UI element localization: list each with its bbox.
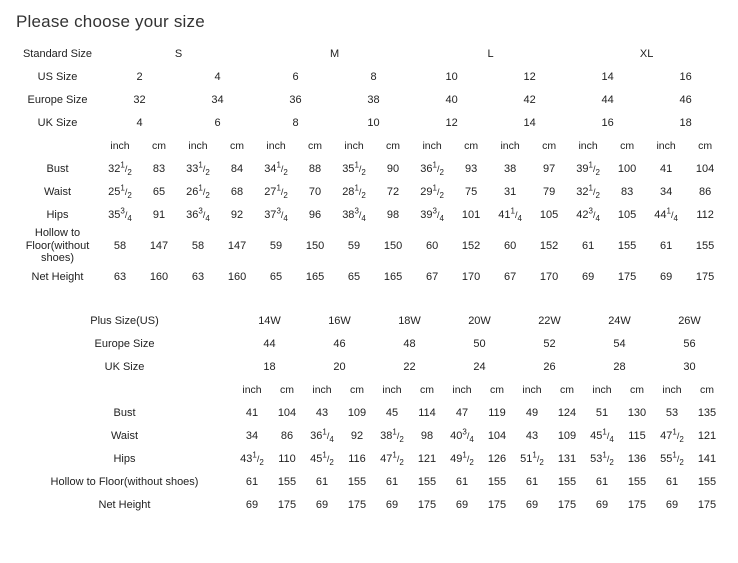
row-label-net-height: Net Height [15, 493, 235, 516]
hips-cell: 126 [480, 447, 515, 470]
hollow-cell: 152 [530, 227, 569, 266]
net-height-cell: 170 [530, 265, 569, 288]
waist-cell: $27^1/_2$ [257, 181, 296, 204]
waist-cell: $25^1/_2$ [101, 181, 140, 204]
unit-cell: inch [305, 378, 340, 401]
unit-cell: cm [374, 135, 413, 158]
hips-cell: $35^3/_4$ [101, 204, 140, 227]
unit-cell: cm [530, 135, 569, 158]
hollow-cell: 61 [515, 470, 550, 493]
net-height-cell: 175 [480, 493, 515, 516]
bust-cell: 53 [655, 401, 690, 424]
plus-size-cell: 24W [585, 309, 655, 332]
plus-size-cell: 20W [445, 309, 515, 332]
hollow-cell: 155 [608, 227, 647, 266]
europe-size-cell: 44 [235, 332, 305, 355]
bust-cell: 97 [530, 158, 569, 181]
waist-cell: 104 [480, 424, 515, 447]
europe-size-cell: 48 [375, 332, 445, 355]
hollow-cell: 150 [374, 227, 413, 266]
bust-cell: 124 [550, 401, 585, 424]
waist-cell: $28^1/_2$ [335, 181, 374, 204]
hips-cell: 105 [608, 204, 647, 227]
hollow-cell: 58 [179, 227, 218, 266]
bust-cell: 135 [690, 401, 725, 424]
hollow-cell: 61 [235, 470, 270, 493]
row-label-europe-size: Europe Size [15, 89, 101, 112]
hips-cell: 91 [140, 204, 179, 227]
unit-cell: inch [257, 135, 296, 158]
group-l: L [413, 43, 569, 66]
unit-cell: cm [550, 378, 585, 401]
bust-cell: 114 [410, 401, 445, 424]
europe-size-cell: 40 [413, 89, 491, 112]
hips-cell: 101 [452, 204, 491, 227]
hollow-cell: 61 [569, 227, 608, 266]
hips-cell: 105 [530, 204, 569, 227]
row-label-hips: Hips [15, 204, 101, 227]
us-size-cell: 10 [413, 66, 491, 89]
uk-size-cell: 14 [491, 112, 569, 135]
row-label-units [15, 135, 101, 158]
europe-size-cell: 34 [179, 89, 257, 112]
bust-cell: 47 [445, 401, 480, 424]
unit-cell: cm [608, 135, 647, 158]
unit-cell: cm [452, 135, 491, 158]
net-height-cell: 65 [257, 265, 296, 288]
uk-size-cell: 28 [585, 355, 655, 378]
waist-cell: 31 [491, 181, 530, 204]
waist-cell: $47^1/_2$ [655, 424, 690, 447]
table-row-waist [15, 424, 725, 447]
waist-cell: 83 [608, 181, 647, 204]
hollow-cell: 152 [452, 227, 491, 266]
waist-cell: $45^1/_4$ [585, 424, 620, 447]
uk-size-cell: 26 [515, 355, 585, 378]
net-height-cell: 69 [235, 493, 270, 516]
waist-cell: 109 [550, 424, 585, 447]
net-height-cell: 175 [620, 493, 655, 516]
hollow-cell: 155 [550, 470, 585, 493]
uk-size-cell: 22 [375, 355, 445, 378]
europe-size-cell: 52 [515, 332, 585, 355]
plus-size-cell: 14W [235, 309, 305, 332]
hips-cell: 96 [296, 204, 335, 227]
hips-cell: 98 [374, 204, 413, 227]
table-row-waist [15, 181, 725, 204]
hollow-cell: 155 [340, 470, 375, 493]
row-label-net-height: Net Height [15, 265, 101, 288]
row-label-plus-size: Plus Size(US) [15, 309, 235, 332]
net-height-cell: 69 [445, 493, 480, 516]
table-row-hips [15, 447, 725, 470]
table-spacer [14, 289, 724, 309]
row-label-waist: Waist [15, 424, 235, 447]
row-label-standard-size: Standard Size [15, 43, 101, 66]
hips-cell: $45^1/_2$ [305, 447, 340, 470]
hips-cell: $44^1/_4$ [647, 204, 686, 227]
net-height-cell: 69 [569, 265, 608, 288]
plus-size-table [14, 309, 725, 517]
row-label-europe-size: Europe Size [15, 332, 235, 355]
bust-cell: 109 [340, 401, 375, 424]
bust-cell: 45 [375, 401, 410, 424]
hollow-cell: 155 [620, 470, 655, 493]
hips-cell: $51^1/_2$ [515, 447, 550, 470]
hips-cell: $49^1/_2$ [445, 447, 480, 470]
group-s: S [101, 43, 257, 66]
waist-cell: $29^1/_2$ [413, 181, 452, 204]
row-label-uk-size: UK Size [15, 112, 101, 135]
net-height-cell: 165 [296, 265, 335, 288]
net-height-cell: 170 [452, 265, 491, 288]
hips-cell: $55^1/_2$ [655, 447, 690, 470]
table-row-plus-size [15, 309, 725, 332]
europe-size-cell: 46 [647, 89, 725, 112]
table-row-europe-size [15, 332, 725, 355]
net-height-cell: 69 [515, 493, 550, 516]
unit-cell: inch [179, 135, 218, 158]
unit-cell: inch [515, 378, 550, 401]
hips-cell: $42^3/_4$ [569, 204, 608, 227]
net-height-cell: 63 [179, 265, 218, 288]
waist-cell: 121 [690, 424, 725, 447]
uk-size-cell: 18 [647, 112, 725, 135]
bust-cell: 104 [270, 401, 305, 424]
europe-size-cell: 54 [585, 332, 655, 355]
net-height-cell: 67 [413, 265, 452, 288]
us-size-cell: 12 [491, 66, 569, 89]
uk-size-cell: 8 [257, 112, 335, 135]
hollow-cell: 155 [410, 470, 445, 493]
hips-cell: 110 [270, 447, 305, 470]
waist-cell: 34 [235, 424, 270, 447]
table-row-net-height [15, 493, 725, 516]
us-size-cell: 8 [335, 66, 413, 89]
waist-cell: 92 [340, 424, 375, 447]
hips-cell: 136 [620, 447, 655, 470]
waist-cell: 72 [374, 181, 413, 204]
uk-size-cell: 10 [335, 112, 413, 135]
net-height-cell: 175 [550, 493, 585, 516]
group-xl: XL [569, 43, 725, 66]
hollow-cell: 58 [101, 227, 140, 266]
waist-cell: 98 [410, 424, 445, 447]
hollow-cell: 155 [480, 470, 515, 493]
hollow-cell: 61 [305, 470, 340, 493]
waist-cell: $32^1/_2$ [569, 181, 608, 204]
us-size-cell: 14 [569, 66, 647, 89]
waist-cell: 79 [530, 181, 569, 204]
unit-cell: inch [445, 378, 480, 401]
waist-cell: 68 [218, 181, 257, 204]
bust-cell: 100 [608, 158, 647, 181]
bust-cell: 43 [305, 401, 340, 424]
plus-size-cell: 22W [515, 309, 585, 332]
waist-cell: 34 [647, 181, 686, 204]
bust-cell: $34^1/_2$ [257, 158, 296, 181]
table-row-bust [15, 158, 725, 181]
hips-cell: $39^3/_4$ [413, 204, 452, 227]
bust-cell: $32^1/_2$ [101, 158, 140, 181]
bust-cell: $33^1/_2$ [179, 158, 218, 181]
net-height-cell: 175 [410, 493, 445, 516]
unit-cell: cm [140, 135, 179, 158]
bust-cell: 104 [686, 158, 725, 181]
hollow-cell: 61 [585, 470, 620, 493]
net-height-cell: 175 [270, 493, 305, 516]
waist-cell: 43 [515, 424, 550, 447]
waist-cell: $26^1/_2$ [179, 181, 218, 204]
europe-size-cell: 36 [257, 89, 335, 112]
hips-cell: $43^1/_2$ [235, 447, 270, 470]
hips-cell: 131 [550, 447, 585, 470]
table-row-standard-size [15, 43, 725, 66]
net-height-cell: 69 [375, 493, 410, 516]
waist-cell: 70 [296, 181, 335, 204]
hips-cell: $53^1/_2$ [585, 447, 620, 470]
table-row-hips [15, 204, 725, 227]
waist-cell: $40^3/_4$ [445, 424, 480, 447]
unit-cell: inch [569, 135, 608, 158]
plus-size-cell: 26W [655, 309, 725, 332]
hollow-cell: 59 [335, 227, 374, 266]
net-height-cell: 69 [585, 493, 620, 516]
bust-cell: $39^1/_2$ [569, 158, 608, 181]
hips-cell: $38^3/_4$ [335, 204, 374, 227]
europe-size-cell: 38 [335, 89, 413, 112]
us-size-cell: 6 [257, 66, 335, 89]
europe-size-cell: 56 [655, 332, 725, 355]
bust-cell: 130 [620, 401, 655, 424]
hollow-cell: 150 [296, 227, 335, 266]
uk-size-cell: 24 [445, 355, 515, 378]
unit-cell: cm [270, 378, 305, 401]
net-height-cell: 69 [305, 493, 340, 516]
unit-cell: cm [480, 378, 515, 401]
uk-size-cell: 6 [179, 112, 257, 135]
hollow-cell: 61 [445, 470, 480, 493]
table-row-uk-size [15, 355, 725, 378]
hips-cell: $41^1/_4$ [491, 204, 530, 227]
bust-cell: 88 [296, 158, 335, 181]
row-label-hollow-to-floor: Hollow to Floor(without shoes) [15, 227, 101, 266]
net-height-cell: 165 [374, 265, 413, 288]
row-label-bust: Bust [15, 158, 101, 181]
table-row-units [15, 378, 725, 401]
waist-cell: 75 [452, 181, 491, 204]
unit-cell: inch [491, 135, 530, 158]
unit-cell: cm [340, 378, 375, 401]
bust-cell: 93 [452, 158, 491, 181]
hollow-cell: 61 [375, 470, 410, 493]
row-label-uk-size: UK Size [15, 355, 235, 378]
net-height-cell: 160 [140, 265, 179, 288]
table-row-hollow-to-floor [15, 227, 725, 266]
unit-cell: cm [690, 378, 725, 401]
row-label-hollow-to-floor: Hollow to Floor(without shoes) [15, 470, 235, 493]
hollow-cell: 60 [491, 227, 530, 266]
hips-cell: 92 [218, 204, 257, 227]
europe-size-cell: 50 [445, 332, 515, 355]
table-row-hollow-to-floor [15, 470, 725, 493]
europe-size-cell: 32 [101, 89, 179, 112]
hips-cell: $47^1/_2$ [375, 447, 410, 470]
plus-size-cell: 16W [305, 309, 375, 332]
hips-cell: $36^3/_4$ [179, 204, 218, 227]
bust-cell: 38 [491, 158, 530, 181]
unit-cell: inch [375, 378, 410, 401]
net-height-cell: 69 [647, 265, 686, 288]
net-height-cell: 160 [218, 265, 257, 288]
hollow-cell: 59 [257, 227, 296, 266]
row-label-us-size: US Size [15, 66, 101, 89]
hollow-cell: 155 [690, 470, 725, 493]
unit-cell: cm [686, 135, 725, 158]
hips-cell: $37^3/_4$ [257, 204, 296, 227]
bust-cell: $36^1/_2$ [413, 158, 452, 181]
net-height-cell: 63 [101, 265, 140, 288]
bust-cell: 83 [140, 158, 179, 181]
row-label-bust: Bust [15, 401, 235, 424]
waist-cell: 86 [270, 424, 305, 447]
net-height-cell: 175 [608, 265, 647, 288]
unit-cell: inch [235, 378, 270, 401]
bust-cell: 84 [218, 158, 257, 181]
hollow-cell: 61 [647, 227, 686, 266]
hollow-cell: 147 [218, 227, 257, 266]
unit-cell: inch [585, 378, 620, 401]
row-label-waist: Waist [15, 181, 101, 204]
hollow-cell: 60 [413, 227, 452, 266]
page-title: Please choose your size [16, 12, 205, 31]
europe-size-cell: 44 [569, 89, 647, 112]
unit-cell: inch [101, 135, 140, 158]
hollow-cell: 155 [270, 470, 305, 493]
bust-cell: $35^1/_2$ [335, 158, 374, 181]
net-height-cell: 67 [491, 265, 530, 288]
row-label-units [15, 378, 235, 401]
uk-size-cell: 4 [101, 112, 179, 135]
standard-size-table [14, 42, 725, 289]
unit-cell: inch [335, 135, 374, 158]
table-row-net-height [15, 265, 725, 288]
table-row-us-size [15, 66, 725, 89]
hips-cell: 141 [690, 447, 725, 470]
bust-cell: 41 [647, 158, 686, 181]
net-height-cell: 175 [340, 493, 375, 516]
net-height-cell: 175 [686, 265, 725, 288]
net-height-cell: 69 [655, 493, 690, 516]
plus-size-cell: 18W [375, 309, 445, 332]
unit-cell: cm [410, 378, 445, 401]
group-m: M [257, 43, 413, 66]
waist-cell: $38^1/_2$ [375, 424, 410, 447]
bust-cell: 41 [235, 401, 270, 424]
net-height-cell: 175 [690, 493, 725, 516]
waist-cell: 65 [140, 181, 179, 204]
bust-cell: 119 [480, 401, 515, 424]
uk-size-cell: 16 [569, 112, 647, 135]
table-row-bust [15, 401, 725, 424]
unit-cell: inch [647, 135, 686, 158]
hollow-cell: 147 [140, 227, 179, 266]
table-row-units [15, 135, 725, 158]
hollow-cell: 61 [655, 470, 690, 493]
row-label-hips: Hips [15, 447, 235, 470]
hips-cell: 116 [340, 447, 375, 470]
waist-cell: $36^1/_4$ [305, 424, 340, 447]
unit-cell: inch [655, 378, 690, 401]
uk-size-cell: 20 [305, 355, 375, 378]
net-height-cell: 65 [335, 265, 374, 288]
table-row-europe-size [15, 89, 725, 112]
europe-size-cell: 42 [491, 89, 569, 112]
bust-cell: 51 [585, 401, 620, 424]
hips-cell: 112 [686, 204, 725, 227]
waist-cell: 115 [620, 424, 655, 447]
unit-cell: cm [218, 135, 257, 158]
bust-cell: 49 [515, 401, 550, 424]
uk-size-cell: 30 [655, 355, 725, 378]
us-size-cell: 4 [179, 66, 257, 89]
uk-size-cell: 12 [413, 112, 491, 135]
table-row-uk-size [15, 112, 725, 135]
hips-cell: 121 [410, 447, 445, 470]
uk-size-cell: 18 [235, 355, 305, 378]
us-size-cell: 2 [101, 66, 179, 89]
hollow-cell: 155 [686, 227, 725, 266]
bust-cell: 90 [374, 158, 413, 181]
unit-cell: inch [413, 135, 452, 158]
waist-cell: 86 [686, 181, 725, 204]
unit-cell: cm [620, 378, 655, 401]
unit-cell: cm [296, 135, 335, 158]
us-size-cell: 16 [647, 66, 725, 89]
europe-size-cell: 46 [305, 332, 375, 355]
